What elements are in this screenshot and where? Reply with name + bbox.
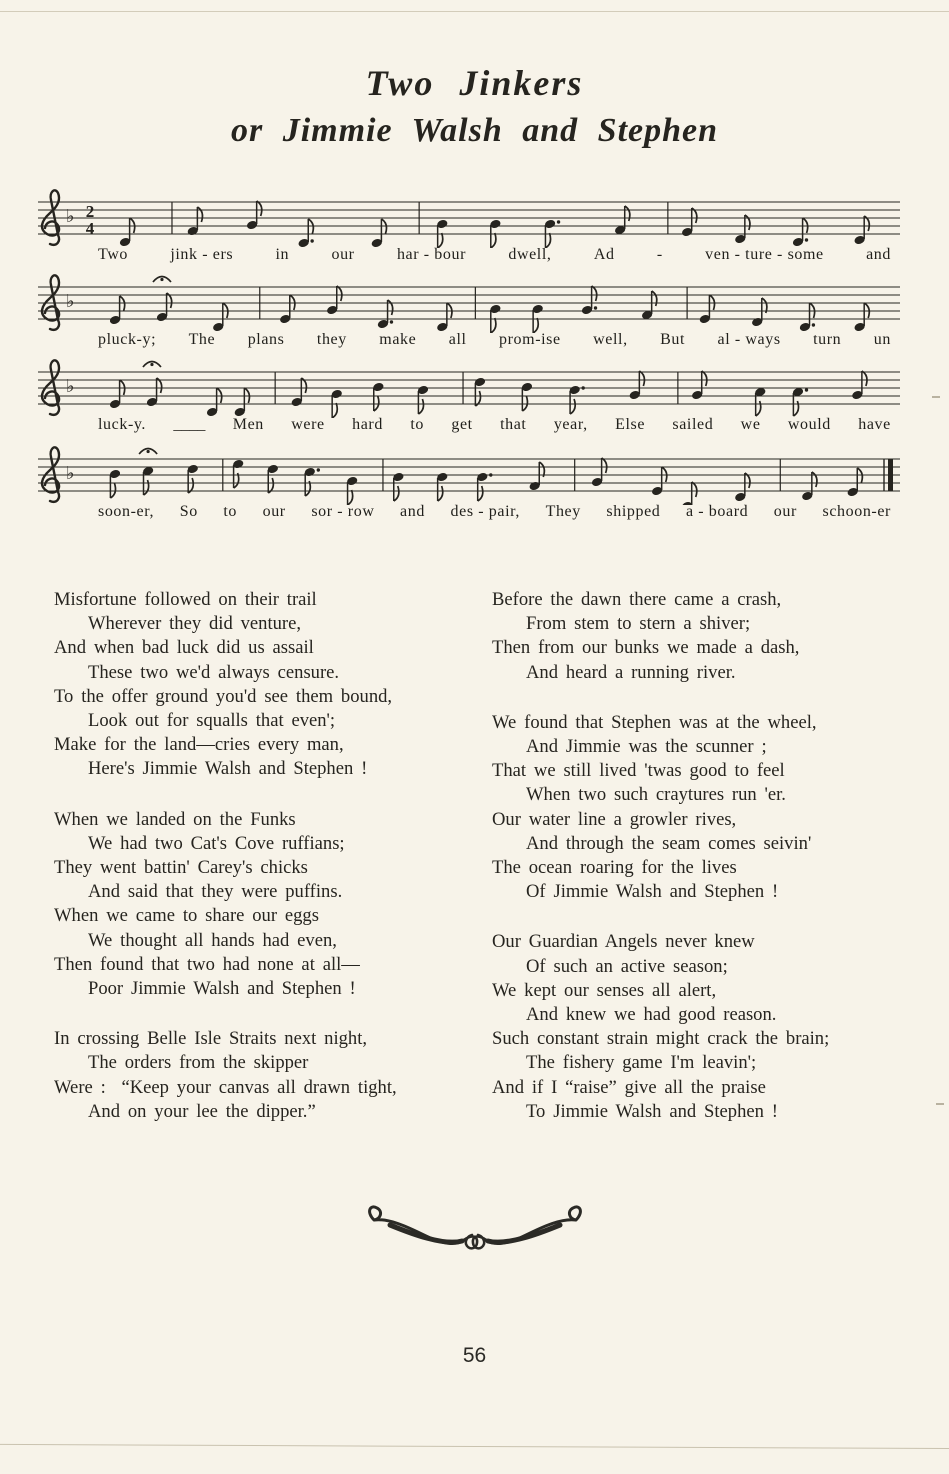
verse-line: The fishery game I'm leavin'; xyxy=(526,1052,757,1074)
flat-icon: ♭ xyxy=(66,291,75,312)
verse xyxy=(492,711,906,905)
verse-line: Poor Jimmie Walsh and Stephen ! xyxy=(88,978,356,1000)
lyric-syllable: in xyxy=(275,246,290,263)
eighth-note xyxy=(279,295,295,324)
eighth-note xyxy=(119,218,135,247)
time-signature-top: 2 xyxy=(85,202,95,221)
eighth-note xyxy=(529,462,545,491)
flourish-icon xyxy=(360,1198,590,1262)
scroll-flourish-ornament xyxy=(0,1198,949,1268)
lyric-syllable: plans xyxy=(247,331,285,348)
lyric-syllable: dwell, xyxy=(508,246,552,263)
eighth-note xyxy=(734,215,750,244)
lyric-syllable: to xyxy=(223,503,238,520)
lyric-syllable: They xyxy=(545,503,581,520)
verse-line: Then from our bunks we made a dash, xyxy=(492,637,800,659)
verse-line: Wherever they did venture, xyxy=(88,613,302,635)
stave-1 xyxy=(0,184,949,272)
augmentation-dot xyxy=(390,320,393,323)
eighth-note xyxy=(792,218,808,247)
verse-column-left xyxy=(54,588,468,1150)
eighth-note xyxy=(754,387,766,416)
lyric-syllable: and xyxy=(866,246,891,263)
verse-line: Our Guardian Angels never knew xyxy=(492,931,755,953)
final-barline-thick xyxy=(888,459,893,491)
verse-line: And on your lee the dipper.” xyxy=(88,1100,316,1122)
augmentation-dot xyxy=(317,468,320,471)
lyric-syllable: year, xyxy=(553,416,588,433)
lyric-syllable: our xyxy=(773,503,797,520)
augmentation-dot xyxy=(805,238,808,241)
eighth-note xyxy=(751,298,767,327)
verse-line: When two such craytures run 'er. xyxy=(526,784,786,806)
staff-notation xyxy=(0,441,949,505)
lyric-syllable: un xyxy=(873,331,891,348)
verse-line: Then found that two had none at all— xyxy=(54,953,360,975)
eighth-note xyxy=(109,380,125,409)
sheet-music xyxy=(0,184,949,544)
scan-speck xyxy=(936,1103,944,1105)
lyric-line-4 xyxy=(0,503,949,521)
verse xyxy=(492,930,906,1124)
verse-line: And through the seam comes seivin' xyxy=(526,832,812,854)
eighth-note xyxy=(489,304,501,333)
lyric-syllable: Men xyxy=(232,416,264,433)
lyric-syllable: our xyxy=(262,503,286,520)
flat-icon: ♭ xyxy=(66,376,75,397)
lyric-syllable: pluck-y; xyxy=(98,331,157,348)
lyric-syllable: Else xyxy=(615,416,646,433)
lyric-syllable: luck-y. xyxy=(98,416,147,433)
eighth-note xyxy=(853,303,869,332)
verse-line: Here's Jimmie Walsh and Stephen ! xyxy=(88,758,368,780)
eighth-note xyxy=(187,464,199,493)
melisma-line: ____ xyxy=(173,416,206,433)
verse-line: Misfortune followed on their trail xyxy=(54,589,317,610)
staff-notation xyxy=(0,269,949,333)
eighth-note xyxy=(234,388,250,417)
verse-line: They went battin' Carey's chicks xyxy=(54,857,308,879)
verse-line: We thought all hands had even, xyxy=(88,929,337,951)
lyric-syllable: prom-ise xyxy=(499,331,561,348)
verse-line: We found that Stephen was at the wheel, xyxy=(492,711,817,733)
lyric-syllable: ven - ture - some xyxy=(705,246,824,263)
eighth-note xyxy=(474,377,486,406)
eighth-note xyxy=(569,385,585,414)
verse xyxy=(54,588,468,782)
lyric-syllable: that xyxy=(500,416,527,433)
lyric-syllable: The xyxy=(188,331,216,348)
eighth-note xyxy=(212,303,228,332)
eighth-note xyxy=(792,387,808,416)
stave-3 xyxy=(0,354,949,442)
eighth-note xyxy=(681,482,697,505)
fermata-icon xyxy=(143,362,161,368)
verse-line: And said that they were puffins. xyxy=(88,881,343,903)
lyric-line-1 xyxy=(0,246,949,264)
verse-line: And if I “raise” give all the praise xyxy=(492,1076,766,1098)
eighth-note xyxy=(681,208,697,237)
lyric-line-3 xyxy=(0,416,949,434)
augmentation-dot xyxy=(489,473,492,476)
verse-line: When we came to share our eggs xyxy=(54,905,319,927)
fermata-icon xyxy=(153,277,171,283)
lyric-syllable: and xyxy=(400,503,425,520)
lyric-line-2 xyxy=(0,331,949,349)
verse-line: The ocean roaring for the lives xyxy=(492,857,737,879)
eighth-note xyxy=(853,216,869,245)
lyric-syllable: well, xyxy=(593,331,628,348)
flat-icon: ♭ xyxy=(66,206,75,227)
verse-line: And knew we had good reason. xyxy=(526,1004,777,1026)
verse-column-right xyxy=(492,588,906,1150)
staff-notation xyxy=(0,354,949,418)
verse-line: From stem to stern a shiver; xyxy=(526,613,751,635)
lyric-syllable: Ad xyxy=(593,246,615,263)
augmentation-dot xyxy=(805,388,808,391)
lyric-syllable: a - board xyxy=(685,503,749,520)
verse-line: When we landed on the Funks xyxy=(54,808,296,830)
lyric-syllable: des - pair, xyxy=(450,503,521,520)
lyric-syllable: schoon-er xyxy=(822,503,891,520)
eighth-note xyxy=(489,219,501,248)
scan-speck xyxy=(932,396,940,398)
augmentation-dot xyxy=(310,239,313,242)
time-signature-bottom: 4 xyxy=(85,219,95,238)
song-title-block xyxy=(0,62,949,150)
verse-line: Our water line a growler rives, xyxy=(492,808,737,830)
verse-line: In crossing Belle Isle Straits next night, xyxy=(54,1028,368,1050)
augmentation-dot xyxy=(557,220,560,223)
verse-line: We had two Cat's Cove ruffians; xyxy=(88,832,345,854)
eighth-note xyxy=(331,389,343,418)
lyric-syllable: sailed xyxy=(672,416,714,433)
lyric-syllable: would xyxy=(787,416,831,433)
eighth-note xyxy=(436,219,448,248)
stave-4 xyxy=(0,441,949,529)
verse-line: Look out for squalls that even'; xyxy=(88,710,336,732)
eighth-note xyxy=(799,303,815,332)
lyric-syllable: make xyxy=(379,331,417,348)
lyric-syllable: But xyxy=(660,331,686,348)
verse-line: Of such an active season; xyxy=(526,955,728,977)
lyric-syllable: they xyxy=(316,331,347,348)
lyric-syllable: al - ways xyxy=(717,331,781,348)
lyric-syllable: har - bour xyxy=(396,246,467,263)
verse-line: The orders from the skipper xyxy=(88,1052,309,1074)
verse-line: We kept our senses all alert, xyxy=(492,979,717,1001)
eighth-note xyxy=(417,385,429,414)
augmentation-dot xyxy=(581,386,584,389)
lyric-syllable: to xyxy=(410,416,424,433)
verse xyxy=(492,588,906,685)
eighth-note xyxy=(206,388,222,417)
lyric-syllable: were xyxy=(291,416,325,433)
eighth-note xyxy=(651,467,667,496)
lyric-syllable: all xyxy=(448,331,467,348)
eighth-note xyxy=(532,304,544,333)
staff-notation xyxy=(0,184,949,248)
eighth-note xyxy=(346,476,358,505)
eighth-note xyxy=(291,378,307,407)
lyric-syllable: - xyxy=(656,246,663,263)
song-subtitle: or Jimmie Walsh and Stephen xyxy=(230,112,719,149)
verses xyxy=(54,588,906,1150)
eighth-note xyxy=(436,303,452,332)
verse-line: To the offer ground you'd see them bound, xyxy=(54,685,393,707)
lyric-syllable: Two xyxy=(98,246,129,263)
augmentation-dot xyxy=(594,306,597,309)
eighth-note xyxy=(392,472,404,501)
stave-2 xyxy=(0,269,949,357)
verse-line: These two we'd always censure. xyxy=(88,661,340,683)
eighth-note xyxy=(232,459,244,488)
eighth-note xyxy=(377,300,393,329)
eighth-note xyxy=(699,295,715,324)
eighth-note xyxy=(304,467,320,496)
eighth-note xyxy=(187,207,203,236)
eighth-note xyxy=(146,378,162,407)
verse-line: Make for the land—cries every man, xyxy=(54,734,344,756)
verse-line: And when bad luck did us assail xyxy=(54,637,314,659)
eighth-note xyxy=(267,464,279,493)
verse-line: Of Jimmie Walsh and Stephen ! xyxy=(526,881,779,903)
scan-edge-top xyxy=(0,11,949,12)
lyric-syllable: So xyxy=(179,503,198,520)
flat-icon: ♭ xyxy=(66,463,75,484)
verse-line: Were : “Keep your canvas all drawn tight, xyxy=(54,1076,397,1098)
eighth-note xyxy=(544,219,560,248)
fermata-icon xyxy=(139,449,157,455)
lyric-syllable: shipped xyxy=(606,503,661,520)
lyric-syllable: turn xyxy=(813,331,842,348)
verse-line: And Jimmie was the scunner ; xyxy=(526,736,767,758)
page-number: 56 xyxy=(462,1344,487,1367)
verse xyxy=(54,808,468,1002)
scan-edge-bottom xyxy=(0,1444,949,1449)
lyric-syllable: sor - row xyxy=(311,503,375,520)
lyric-syllable: our xyxy=(331,246,355,263)
eighth-note xyxy=(156,293,172,322)
augmentation-dot xyxy=(812,323,815,326)
eighth-note xyxy=(436,472,448,501)
verse-line: To Jimmie Walsh and Stephen ! xyxy=(526,1100,778,1122)
lyric-syllable: hard xyxy=(352,416,383,433)
lyric-syllable: soon-er, xyxy=(98,503,155,520)
verse-line: And heard a running river. xyxy=(526,661,736,683)
song-title: Two Jinkers xyxy=(365,63,584,103)
eighth-note xyxy=(476,472,492,501)
eighth-note xyxy=(734,473,750,502)
eighth-note xyxy=(801,472,817,501)
verse xyxy=(54,1027,468,1124)
lyric-syllable: jink - ers xyxy=(170,246,234,263)
lyric-syllable: have xyxy=(858,416,891,433)
lyric-syllable: get xyxy=(451,416,473,433)
lyric-syllable: we xyxy=(740,416,761,433)
verse-line: Such constant strain might crack the brain; xyxy=(492,1028,830,1050)
verse-line: Before the dawn there came a crash, xyxy=(492,589,782,610)
verse-line: That we still lived 'twas good to feel xyxy=(492,760,785,782)
